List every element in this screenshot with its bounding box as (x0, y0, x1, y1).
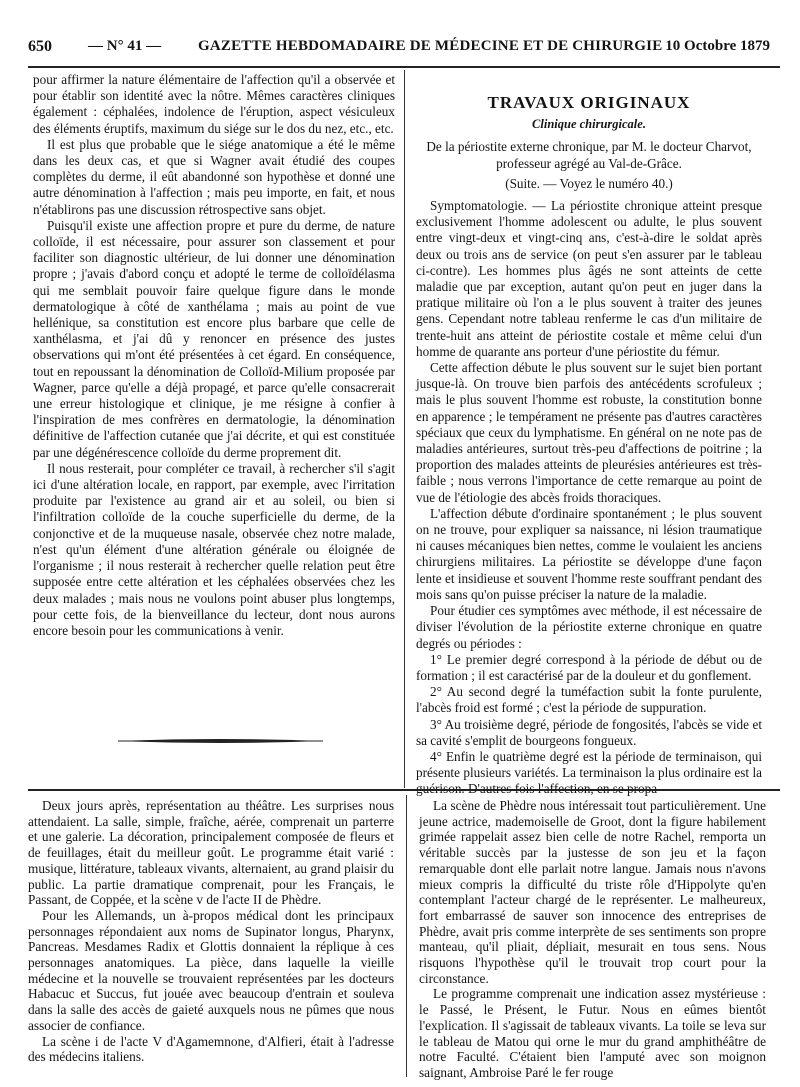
feuilleton-left-column (28, 798, 394, 1065)
journal-title: GAZETTE HEBDOMADAIRE DE MÉDECINE ET DE CHIRURGIE (198, 38, 663, 54)
page-number: 650 (28, 38, 52, 55)
paragraph: Puisqu'il existe une affection propre et pure du derme, de nature colloïde, il est nécessaire, pour assurer son classement et pour faciliter son diagnostic ultérieur, de lui donner une dénomination propre ; j'avais d'abord conçu et adopté le terme de colloïdélasma qui me semblait pouvoir faire quelque figure dans le monde dermatologique à côté de xanthélama ; mais au point de vue hellénique, sa constitution est encore plus barbare que celle de xanthélasma, et j'ai dû y renoncer en présence des justes observations qui m'ont été présentées à cet égard. En conséquence, tout en repoussant la dénomination de Colloïd-Milium proposée par Wagner, parce qu'elle a déjà propagé, et parce qu'elle consacrerait une erreur histologique et clinique, je me résigne à confier à l'inspiration de mes confrères en dermatologie, la dénomination définitive de l'affection cutanée que j'ai décrite, et qui est constituée par une dégénérescence colloïde du derme proprement dit. (33, 217, 395, 460)
page-header (28, 38, 780, 64)
issue-number: — N° 41 — (88, 38, 162, 54)
paragraph: 3° Au troisième degré, période de fongosités, l'abcès se vide et sa cavité s'emplit de bourgeons fongueux. (416, 716, 762, 748)
feuilleton-right-column (419, 798, 766, 1081)
ornament-divider (118, 736, 323, 746)
column-divider (406, 795, 407, 1077)
paragraph: Pour les Allemands, un à-propos médical dont les principaux personnages répondaient aux noms de Supinator longus, Pharynx, Pancreas. Mesdames Radix et Glottis donnaient la réplique à ces personnages anatomiques. La pièce, dans laquelle la vieille médecine et la nouvelle se trouvaient représentées par les docteurs Habacuc et Succus, fut jouée avec beaucoup d'entrain et souleva dans la salle des accès de gaieté auxquels nous ne pûmes que nous associer de confiance. (28, 907, 394, 1033)
continuation-note: (Suite. — Voyez le numéro 40.) (505, 175, 673, 191)
issue-date: 10 Octobre 1879 (665, 38, 770, 54)
paragraph: pour affirmer la nature élémentaire de l'affection qu'il a observée et pour établir son identité avec la nôtre. Mêmes caractères cliniques également : céphalées, indolence de l'éruption, aspect vésiculeux des éléments éruptifs, maximum du siége sur le dos du nez, etc., etc. (33, 72, 395, 136)
paragraph: 1° Le premier degré correspond à la période de début ou de formation ; il est caractérisé par de la douleur et du gonflement. (416, 651, 762, 683)
section-title: TRAVAUX ORIGINAUX (487, 93, 691, 112)
paragraph: L'affection débute d'ordinaire spontanément ; le plus souvent on ne trouve, pour expliquer sa naissance, ni lésion traumatique ni causes mécaniques bien nettes, comme le voulaient les anciens chirurgiens militaires. La périostite se développe d'une façon lente et insidieuse et souvent l'homme reste souffrant pendant des mois sans qu'on puisse préciser la nature de la maladie. (416, 505, 762, 602)
paragraph: Il nous resterait, pour compléter ce travail, à rechercher s'il s'agit ici d'une altération locale, en rapport, par exemple, avec l'irritation produite par l'existence au grand air et au soleil, ou bien si l'infiltration colloïde de la couche superficielle du derme, de la conjonctive et de la muqueuse nasale, observée chez notre malade, n'est qu'un élément d'une altération générale ou éloignée de l'organisme ; il nous resterait à rechercher quelle relation peut être supposée entre cette altération et les céphalées observées chez les deux malades ; mais nous ne voulons point abuser plus longtemps, pour cette fois, de la bienveillance du lecteur, dont nous aurons encore besoin pour les communications à venir. (33, 460, 395, 638)
paragraph: 2° Au second degré la tuméfaction subit la fonte purulente, l'abcès froid est formé ; c'est la période de suppuration. (416, 684, 762, 716)
paragraph: Symptomatologie. — La périostite chronique atteint presque exclusivement l'homme adolescent ou adulte, le plus souvent entre vingt-deux et vingt-cinq ans, c'est-à-dire le soldat après deux ou trois ans de service (on peut s'en assurer par le tableau ci-contre). Les hommes plus âgés ne sont atteints de cette maladie que par exception, autant qu'on peut en juger dans la pratique militaire où l'on a le plus souvent à traiter des jeunes gens. Cependant notre tableau renferme le cas d'un militaire de trente-huit ans atteint de périostite costale et même celui d'un homme de quarante ans porteur d'une périostite du fémur. (416, 198, 762, 359)
feuilleton-rule (28, 789, 780, 791)
paragraph: 4° Enfin le quatrième degré est la période de terminaison, qui présente plusieurs variétés. La terminaison la plus ordinaire est la (416, 748, 762, 781)
article-heading: De la périostite externe chronique, par M. le docteur Charvot, professeur agrégé au Val-de-Grâce. (426, 139, 752, 171)
paragraph: La scène de Phèdre nous intéressait tout particulièrement. Une jeune actrice, mademoiselle de Groot, dont la figure habilement grimée rappelait assez bien celle de notre Rachel, remporta un véritable succès par la justesse de son jeu et la façon remarquable dont elle parlait notre langue. Jamais nous n'avons mieux compris la difficulté du triste rôle d'Hippolyte qu'en contemplant l'acteur chargé de le représenter. Le malheureux, fort embarrassé de sauver son innocence des entreprises de Phèdre, avait pris comme interprète de ses sentiments son propre manteau, qu'il pliait, dépliait, mesurait en tous sens. Nous risquons l'hypothèse qu'il le trouvait trop court pour la circonstance. (419, 798, 766, 986)
paragraph: Cette affection débute le plus souvent sur le sujet bien portant jusque-là. On trouve bien parfois des antécédents scrofuleux ; mais le plus souvent l'homme est robuste, la constitution bonne en apparence ; le tempérament ne présente pas d'autres caractères spéciaux que ceux du lymphatisme. En général on ne note pas de maladies antérieures, surtout très-peu d'affections de poitrine ; la proportion des malades atteints de pleurésies antérieures est très-faible ; nous verrons l'importance de cette remarque au point de vue de l'étiologie des abcès froids thoraciques. (416, 360, 762, 505)
paragraph: Pour étudier ces symptômes avec méthode, il est nécessaire de diviser l'évolution de la périostite externe chronique en quatre degrés ou périodes : (416, 603, 762, 651)
column-divider (404, 70, 405, 788)
right-column (416, 95, 762, 798)
paragraph: Deux jours après, représentation au théâtre. Les surprises nous attendaient. La salle, simple, fraîche, aérée, comprenait un parterre et une galerie. La décoration, principalement composée de fleurs et de feuillages, était du meilleur goût. Le programme était varié : musique, littérature, tableaux vivants, alternaient, au grand plaisir du public. La partie dramatique comprenait, pour les Français, le Passant, de Coppée, et la scène v de l'acte II de Phèdre. (28, 798, 394, 908)
paragraph: Il est plus que probable que le siége anatomique a été le même dans les deux cas, et que si Wagner avait étudié des coupes complètes du derme, il eût abandonné son hypothèse et donné une autre dénomination à l'affection ; mais peu importe, en fait, et nous n'établirons pas une discussion rétrospective sans objet. (33, 136, 395, 217)
header-rule (28, 66, 780, 68)
left-column (33, 72, 395, 639)
paragraph: Le programme comprenait une indication assez mystérieuse : le Passé, le Présent, le Futur. Nous en eûmes bientôt l'explication. Il s'agissait de tableaux vivants. La toile se leva sur le tableau de Matou qui orne le mur du grand amphithéâtre de notre Faculté. C'étaient bien l'amputé avec son moignon saignant, Ambroise Paré le fer rouge (419, 986, 766, 1080)
paragraph: La scène i de l'acte V d'Agamemnone, d'Alfieri, était à l'adresse des médecins italiens. (28, 1033, 394, 1065)
section-subtitle: Clinique chirurgicale. (532, 117, 646, 132)
